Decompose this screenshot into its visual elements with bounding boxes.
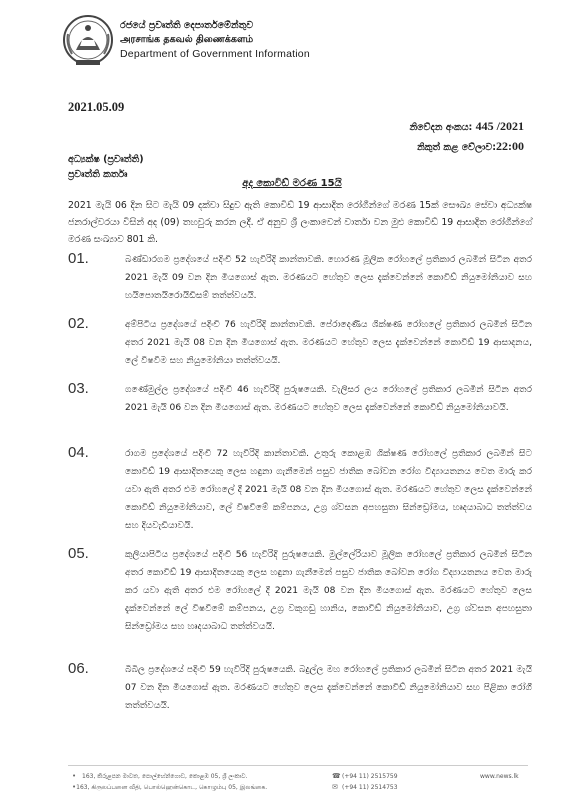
- item-number: 04.: [68, 444, 89, 461]
- item-number: 06.: [68, 660, 89, 677]
- intro-paragraph: 2021 මැයි 06 දින සිට මැයි 09 දක්වා සිදුව ඇති කොවිඩ් 19 ආසාදිත රෝගීන්ගේ මරණ 15ක් සෞඛ්‍ය සේවා අධ්‍යක්ෂ ජනරාල්වරයා විසින් අද (09) තහවුරු කරන ලදී. ඒ අනුව ශ්‍රී ලංකාවෙන් වාර්තා වන මුළු කොවිඩ් 19 ආසාදිත රෝගීන්ගේ මරණ සංඛ්‍යාව 801 කි.: [68, 200, 532, 245]
- item-text: බිබිල ප්‍රදේශයේ පදිංචි 59 හැවිරිදි පුරුෂයෙකි. බදුල්ල මහ රෝහලේ ප්‍රතිකාර ලබමින් සිටින අතර 2021 මැයි 07 වන දින මියගොස් ඇත. මරණයට හේතුව ලෙස දැක්වෙන්නේ කොවිඩ් නියුමෝනියාව සහ පිළිකා රෝගී තත්ත්වයයි.: [125, 665, 532, 711]
- location-icon: •: [72, 783, 77, 791]
- government-emblem-icon: [62, 14, 114, 68]
- fax-number: (+94 11) 2514753: [342, 784, 398, 791]
- footer-website: [480, 771, 540, 782]
- org-name-tamil: அரசாங்க தகவல் திணைக்களம்: [120, 34, 254, 45]
- item-number: 03.: [68, 380, 89, 397]
- footer-address: [72, 771, 268, 793]
- release-time: 22:00: [496, 139, 524, 153]
- address-line: 163, කිරුළපන මාවත, පොල්හේන්ගොඩ, කොළඹ 05, ශ්‍රී ලංකාව.: [82, 773, 248, 780]
- item-text: කුලියාපිටිය ප්‍රදේශයේ පදිංචි 56 හැවිරිදි පුරුෂයෙකි. මුල්ලේරියාව මූලික රෝහලේ ප්‍රතිකාර ලබමින් සිටින අතර කොවිඩ් 19 ආසාදිතයෙකු ලෙස හඳුනා ගැනීමෙන් පසුව ජාතික බෝවන රෝග විද්‍යායතනය වෙත මාරු කර යවා ඇති අතර එම රෝහලේ දී 2021 මැයි 08 වන දින මියගොස් ඇත. මරණයට හේතුව ලෙස දැක්වෙන්නේ ලේ විෂවීමේ කම්පනය, උග්‍ර වකුගඩු හානිය, කොවිඩ් නියුමෝනියාව, උග්‍ර ශ්වසන අපහසුතා සින්ඩ්‍රෝමය සහ හෘදයාබාධ තත්ත්වයයි.: [125, 550, 532, 632]
- item-text: අම්පිටිය ප්‍රදේශයේ පදිංචි 76 හැවිරිදි කාන්තාවකි. පේරාදෙණිය ශික්ෂණ රෝහලේ ප්‍රතිකාර ලබමින් සිටින අතර 2021 මැයි 08 වන දින මියගොස් ඇත. මරණයට හේතුව ලෙස දැක්වෙන්නේ කොවිඩ් 19 ආසාදනය, ලේ විෂවීම සහ නියුමෝනියා තත්ත්වයයි.: [125, 320, 532, 366]
- release-number-label: නිවේදන අංකය:: [409, 122, 473, 133]
- release-meta: [409, 117, 524, 157]
- release-number: 445 /2021: [475, 119, 524, 133]
- org-name-sinhala: රජයේ ප්‍රවෘත්ති දෙපාර්තමේන්තුව: [120, 20, 254, 31]
- document-title: අද කොවිඩ් මරණ 15යි: [242, 178, 342, 189]
- website-link[interactable]: www.news.lk: [480, 773, 519, 780]
- release-date: 2021.05.09: [68, 100, 125, 114]
- address-line: 163, கிருலப்பனை வீதி, பொல்ஹென்கொட, கொழும்பு 05, இலங்கை.: [76, 784, 268, 791]
- item-text: රාගම ප්‍රදේශයේ පදිංචි 72 හැවිරිදි කාන්තාවකි. උතුරු කොළඹ ශික්ෂණ රෝහලේ ප්‍රතිකාර ලබමින් සිට කොවිඩ් 19 ආසාදිතයෙකු ලෙස හඳුනා ගැනීමෙන් පසුව ජාතික බෝවන රෝග විද්‍යායතනය වෙත මාරු කර යවා ඇති අතර එම රෝහලේ දී 2021 මැයි 08 වන දින මියගොස් ඇත. මරණයට හේතුව ලෙස දැක්වෙන්නේ කොවිඩ් නියුමෝනියාව, ලේ විෂවීමේ කම්පනය, උග්‍ර ශ්වසන අපහසුතා සින්ඩ්‍රෝමය, හෘදයාබාධ තත්ත්වය සහ දියවැඩියාවයි.: [125, 449, 532, 531]
- phone-icon: ☎: [332, 772, 341, 780]
- phone-number: (+94 11) 2515759: [342, 773, 398, 780]
- item-text: බණ්ඩාරගම ප්‍රදේශයේ පදිංචි 52 හැවිරිදි කාන්තාවකි. හොරණ මූලික රෝහලේ ප්‍රතිකාර ලබමින් සිටින අතර 2021 මැයි 09 වන දින මියගොස් ඇත. මරණයට හේතුව ලෙස දැක්වෙන්නේ කොවිඩ් නියුමෝනියාව සහ හයිපොතයිරොයිඩිසම් තත්ත්වයයි.: [125, 255, 532, 301]
- recipient: අධ්‍යක්ෂ (ප්‍රවෘත්ති): [68, 154, 144, 165]
- footer-divider: [68, 765, 528, 766]
- item-number: 02.: [68, 315, 89, 332]
- letterhead: [62, 14, 342, 70]
- item-number: 01.: [68, 250, 89, 267]
- fax-icon: ✉: [332, 783, 338, 791]
- item-number: 05.: [68, 545, 89, 562]
- item-text: ගණේමුල්ල ප්‍රදේශයේ පදිංචි 46 හැවිරිදි පුරුෂයෙකි. වැලිසර ලය රෝහලේ ප්‍රතිකාර ලබමින් සිටින අතර 2021 මැයි 06 වන දින මියගොස් ඇත. මරණයට හේතුව ලෙස දැක්වෙන්නේ කොවිඩ් නියුමෝනියාවයි.: [125, 385, 532, 413]
- location-icon: •: [72, 772, 77, 780]
- recipient: ප්‍රවෘත්ති කර්තෘ: [68, 169, 128, 180]
- org-name-english: Department of Government Information: [120, 48, 310, 60]
- release-time-label: නිකුත් කළ වේලාව:: [416, 142, 496, 153]
- footer-phones: [332, 771, 452, 793]
